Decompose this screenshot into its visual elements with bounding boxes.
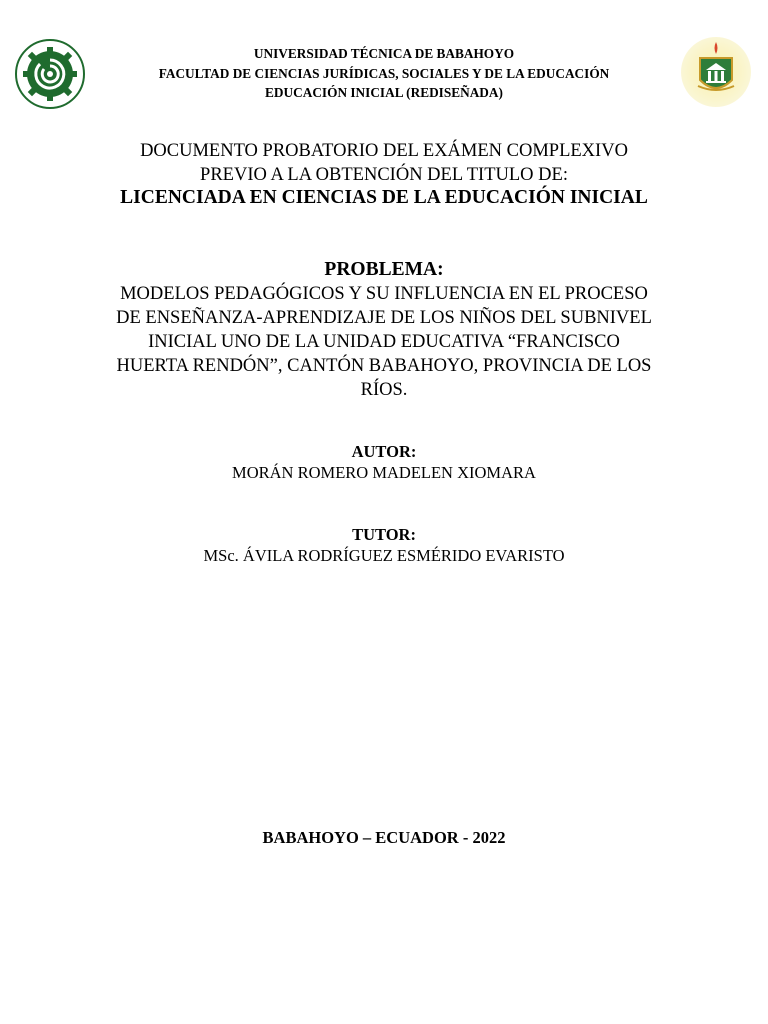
- problem-statement: [80, 282, 688, 402]
- problem-line-2: DE ENSEÑANZA-APRENDIZAJE DE LOS NIÑOS DEL SUBNIVEL: [116, 308, 652, 328]
- university-name: UNIVERSIDAD TÉCNICA DE BABAHOYO: [253, 46, 515, 61]
- purpose-line-1: DOCUMENTO PROBATORIO DEL EXÁMEN COMPLEXIVO: [140, 141, 628, 161]
- problem-line-3: INICIAL UNO DE LA UNIDAD EDUCATIVA “FRANCISCO: [148, 332, 620, 352]
- problem-line-1: MODELOS PEDAGÓGICOS Y SU INFLUENCIA EN EL PROCESO: [120, 284, 648, 304]
- faculty-crest-icon: [680, 36, 752, 108]
- problem-line-5: RÍOS.: [360, 380, 408, 400]
- tutor-name: MSc. ÁVILA RODRÍGUEZ ESMÉRIDO EVARISTO: [203, 546, 565, 565]
- faculty-name: FACULTAD DE CIENCIAS JURÍDICAS, SOCIALES Y DE LA EDUCACIÓN: [158, 65, 610, 81]
- document-purpose: [0, 139, 768, 187]
- degree-title: LICENCIADA EN CIENCIAS DE LA EDUCACIÓN INICIAL: [120, 187, 648, 208]
- career-name: EDUCACIÓN INICIAL (REDISEÑADA): [265, 85, 503, 100]
- problem-line-4: HUERTA RENDÓN”, CANTÓN BABAHOYO, PROVINCIA DE LOS: [116, 356, 652, 376]
- author-heading: AUTOR:: [351, 442, 417, 461]
- document-header: [0, 44, 768, 114]
- place-and-year: BABAHOYO – ECUADOR - 2022: [262, 828, 506, 847]
- tutor-heading: TUTOR:: [352, 525, 416, 544]
- problem-heading: PROBLEMA:: [324, 259, 444, 280]
- university-seal-icon: [14, 38, 86, 110]
- purpose-line-2: PREVIO A LA OBTENCIÓN DEL TITULO DE:: [200, 165, 568, 185]
- author-name: MORÁN ROMERO MADELEN XIOMARA: [232, 463, 536, 482]
- institution-heading: [120, 44, 648, 103]
